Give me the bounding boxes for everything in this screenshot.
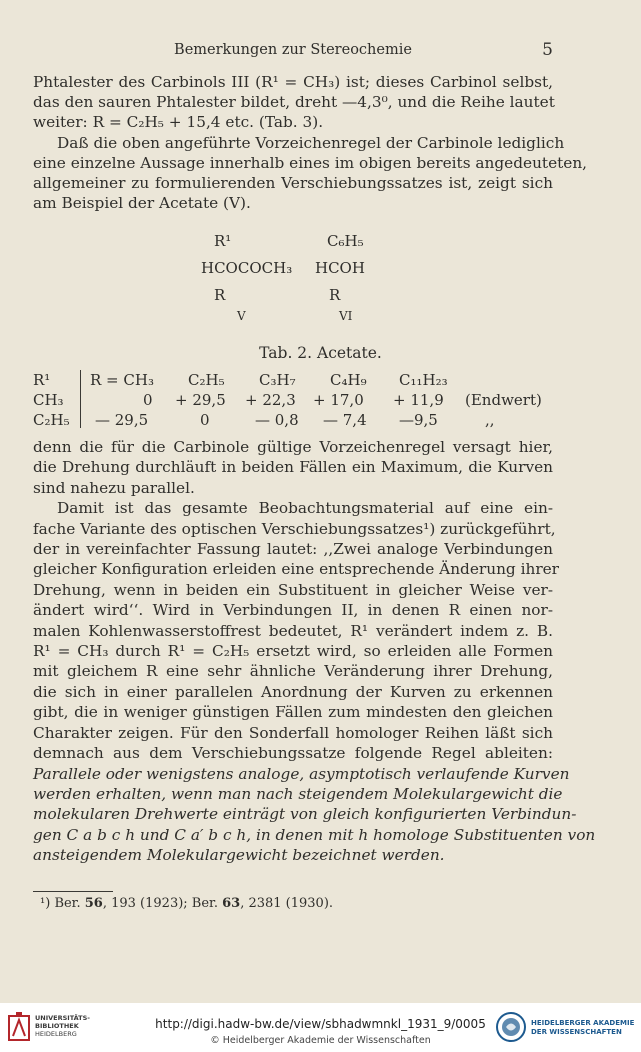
library-line: UNIVERSITÄTS- — [35, 1014, 90, 1022]
text-line: das den sauren Phtalester bildet, dreht —4,3⁰, und die Reihe lautet — [33, 93, 555, 112]
viewer-footer — [0, 1003, 641, 1052]
formula-v-label: V — [237, 309, 246, 323]
italic-rule-line: Parallele oder wenigstens analoge, asymptotisch verlaufende Kurven — [33, 764, 570, 783]
academy-line: HEIDELBERGER AKADEMIE — [531, 1019, 635, 1027]
text-line: Daß die oben angeführte Vorzeichenregel der Carbinole lediglich — [57, 133, 565, 152]
table-header-cell: C₂H₅ — [188, 371, 225, 389]
text-line: R¹ = CH₃ durch R¹ = C₂H₅ ersetzt wird, so erleiden alle Formen — [33, 642, 553, 661]
text-line: die sich in einer parallelen Anordnung der Kurven zu erkennen — [33, 682, 553, 701]
table-cell: — 7,4 — [323, 411, 367, 429]
table-title: Tab. 2. Acetate. — [259, 344, 382, 362]
text-line: weiter: R = C₂H₅ + 15,4 etc. (Tab. 3). — [33, 113, 324, 132]
academy-line: DER WISSENSCHAFTEN — [531, 1028, 622, 1036]
table-cell: + 11,9 — [393, 391, 444, 409]
table-cell: + 17,0 — [313, 391, 364, 409]
text-line: malen Kohlenwasserstoffrest bedeutet, R¹ verändert indem z. B. — [33, 621, 553, 640]
italic-rule-line: gen C a b c h und C a′ b c h, in denen mit h homologe Substituenten von — [33, 825, 596, 844]
table-cell: CH₃ — [33, 391, 64, 409]
text-block-main — [33, 437, 596, 866]
formula-vi-top: C₆H₅ — [327, 232, 364, 250]
table-cell: ,, — [485, 411, 495, 429]
table-cell: + 29,5 — [175, 391, 226, 409]
library-line: BIBLIOTHEK — [35, 1021, 79, 1030]
table-cell: —9,5 — [399, 411, 438, 429]
formula-vi-bottom: R — [329, 286, 341, 304]
permalink-url[interactable]: http://digi.hadw-bw.de/view/sbhadwmnkl_1931_9/0005 — [155, 1017, 486, 1031]
table-header-cell: C₄H₉ — [330, 371, 367, 389]
text-line: mit gleichem R eine sehr ähnliche Veränderung ihrer Drehung, — [33, 662, 553, 681]
table-cell: 0 — [200, 411, 210, 429]
footnote-text: , 193 (1923); Ber. — [102, 896, 223, 911]
text-line: Drehung, wenn in beiden ein Substituent in gleicher Weise ver- — [33, 580, 553, 599]
text-line: die Drehung durchläuft in beiden Fällen ein Maximum, die Kurven — [33, 458, 553, 477]
table-header-row — [33, 371, 553, 389]
table-row — [33, 411, 553, 429]
footnote-text: Ber. — [54, 896, 85, 911]
running-header-title: Bemerkungen zur Stereochemie — [174, 42, 412, 58]
text-line: allgemeiner zu formulierenden Verschiebungssatzes ist, zeigt sich — [33, 174, 553, 193]
text-line: ändert wird‘‘. Wird in Verbindungen II, in denen R einen nor- — [33, 601, 553, 620]
italic-rule-line: werden erhalten, wenn man nach steigendem Molekulargewicht die — [33, 784, 563, 803]
academy-seal-icon — [496, 1011, 526, 1043]
text-line: eine einzelne Aussage innerhalb eines im obigen bereits angedeuteten, — [33, 153, 588, 172]
footnote-volume: 56 — [84, 896, 103, 911]
footnote-marker: ¹) — [40, 896, 51, 911]
text-line: der in vereinfachter Fassung lautet: ,,Zwei analoge Verbindungen — [33, 540, 553, 559]
table-header-cell: R¹ — [33, 371, 51, 389]
table-cell: — 0,8 — [255, 411, 299, 429]
footnote-volume: 63 — [222, 896, 241, 911]
formula-vi-label: VI — [339, 309, 353, 323]
formula-v-middle: HCOCOCH₃ — [201, 259, 293, 277]
formula-v-bottom: R — [214, 286, 226, 304]
text-block-top — [33, 72, 588, 213]
academy-name — [531, 1019, 634, 1037]
table-cell: 0 — [143, 391, 153, 409]
text-line: Phtalester des Carbinols III (R¹ = CH₃) ist; dieses Carbinol selbst, — [33, 73, 553, 91]
text-line: sind nahezu parallel. — [33, 478, 195, 497]
copyright-notice: © Heidelberger Akademie der Wissenschaften — [210, 1035, 431, 1046]
footnote — [40, 896, 333, 911]
text-line: denn die für die Carbinole gültige Vorzeichenregel versagt hier, — [33, 438, 553, 456]
text-line: gibt, die in weniger günstigen Fällen zum mindesten den gleichen — [33, 703, 553, 722]
table-header-cell: C₃H₇ — [259, 371, 296, 389]
italic-rule-line: ansteigendem Molekulargewicht bezeichnet werden. — [33, 846, 445, 865]
text-line: Damit ist das gesamte Beobachtungsmaterial auf eine ein- — [57, 499, 553, 518]
italic-rule-line: molekularen Drehwerte einträgt von gleich konfigurierten Verbindun- — [33, 805, 577, 824]
text-line: fache Variante des optischen Verschiebungssatzes¹) zurückgeführt, — [33, 519, 556, 538]
formula-v-top: R¹ — [214, 232, 232, 250]
footnote-text: , 2381 (1930). — [240, 896, 334, 911]
table-cell: (Endwert) — [465, 391, 542, 409]
text-line: demnach aus dem Verschiebungssatze folgende Regel ableiten: — [33, 744, 553, 763]
table-header-cell: R = CH₃ — [90, 371, 154, 389]
text-line: am Beispiel der Acetate (V). — [33, 194, 251, 213]
text-line: Charakter zeigen. Für den Sonderfall homologer Reihen läßt sich — [33, 723, 553, 742]
page-number: 5 — [542, 40, 553, 60]
running-header — [33, 42, 553, 62]
table-header-cell: C₁₁H₂₃ — [399, 371, 448, 389]
table-cell: — 29,5 — [95, 411, 149, 429]
text-line: gleicher Konfiguration erleiden eine entsprechende Änderung ihrer — [33, 560, 559, 579]
library-line: HEIDELBERG — [35, 1029, 77, 1038]
table-row — [33, 391, 553, 409]
table-cell: C₂H₅ — [33, 411, 70, 429]
footnote-rule — [33, 891, 113, 892]
table-cell: + 22,3 — [245, 391, 296, 409]
formula-vi-middle: HCOH — [315, 259, 365, 277]
